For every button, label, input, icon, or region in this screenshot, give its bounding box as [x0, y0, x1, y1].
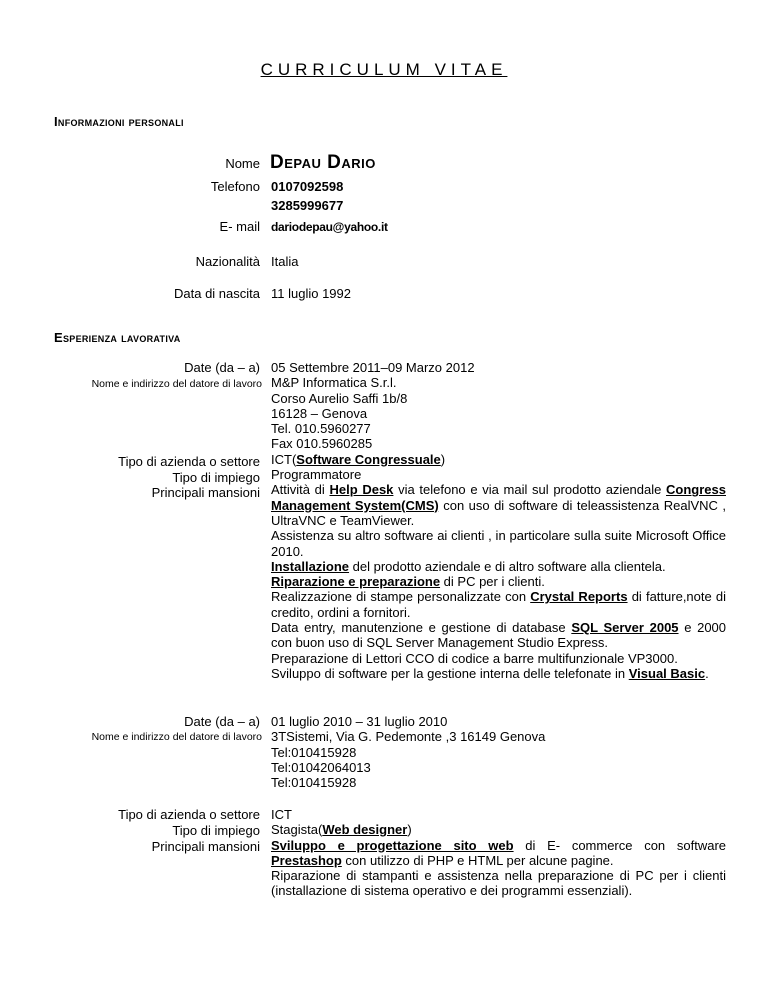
job1-duty-1: [271, 482, 726, 528]
telefono-2: 3285999677: [271, 198, 344, 213]
job1-duty-4: [271, 574, 726, 589]
job1-duty-8-text: .: [705, 665, 709, 681]
job2-duties-label: Principali mansioni: [151, 839, 260, 854]
job2-date-label: Date (da – a): [184, 714, 260, 729]
job1-employer-label: Nome e indirizzo del datore di lavoro: [91, 378, 262, 390]
job1-duty-1-keyword: Congress Management System(CMS): [271, 482, 726, 513]
job2-employer-line: Tel:010415928: [271, 775, 357, 791]
job1-details: [271, 360, 726, 681]
job1-employer-line: Tel. 010.5960277: [271, 421, 371, 437]
nazionalita-label: Nazionalità: [195, 254, 260, 269]
job1-duty-1-text: Attività di: [271, 482, 330, 498]
job2-duty-1-text: di E- commerce con software: [513, 837, 727, 853]
telefono-1: 0107092598: [271, 179, 344, 194]
job1-employer-line: Fax 010.5960285: [271, 436, 373, 452]
job2-type-post: ): [407, 822, 412, 838]
job2-duty-1-keyword: Sviluppo e progettazione sito web: [271, 837, 514, 853]
job1-duty-4-keyword: Riparazione e preparazione: [271, 574, 441, 590]
job1-duties-label: Principali mansioni: [151, 485, 260, 500]
job2-employer-line: 3TSistemi, Via G. Pedemonte ,3 16149 Genova: [271, 729, 546, 745]
job2-type-label: Tipo di impiego: [172, 823, 260, 838]
cv-title: CURRICULUM VITAE: [260, 60, 508, 79]
section-personal-info: [54, 114, 184, 129]
job2-duty-2: Riparazione di stampanti e assistenza nella preparazione di PC per i clienti (installazione di sistema operativo e dei programmi essenziali).: [271, 868, 726, 899]
job1-duty-2: Assistenza su altro software ai clienti , in particolare sulla suite Microsoft Office 2010.: [271, 528, 726, 559]
job1-duty-6-keyword: SQL Server 2005: [571, 620, 679, 636]
first-name: Dario: [327, 152, 376, 173]
job1-duty-5: [271, 589, 726, 620]
job1-duty-3-text: del prodotto aziendale e di altro software alla clientela.: [349, 558, 666, 574]
telefono-label: Telefono: [210, 179, 260, 194]
job1-duty-6: [271, 620, 726, 651]
job1-duty-8-text: Sviluppo di software per la gestione interna delle telefonate in: [271, 665, 629, 681]
job1-date: 05 Settembre 2011–09 Marzo 2012: [271, 360, 475, 375]
job2-sector-label: Tipo di azienda o settore: [118, 807, 260, 822]
job1-sector: [271, 452, 726, 467]
nascita-value: 11 luglio 1992: [271, 286, 351, 301]
job1-duty-5-keyword: Crystal Reports: [530, 589, 628, 605]
job2-details: [271, 807, 726, 899]
job1-employer-line: Corso Aurelio Saffi 1b/8: [271, 390, 408, 406]
job2-type-pre: Stagista(: [271, 822, 323, 838]
job1-duty-1-keyword: Help Desk: [329, 482, 394, 498]
job1-type: Programmatore: [271, 467, 362, 483]
job1-employer-line: M&P Informatica S.r.l.: [271, 375, 397, 391]
job1-duty-1-text: via telefono e via mail sul prodotto aziendale: [393, 482, 667, 498]
job1-duty-3: [271, 559, 726, 574]
section-personal-label: Informazioni personali: [54, 114, 184, 129]
section-experience-label: Esperienza lavorativa: [54, 330, 181, 345]
job1-duty-6-text: e 2000 con buon uso di SQL Server Management Studio Express.: [271, 620, 727, 651]
job1-sector-post: ): [440, 451, 446, 467]
job1-duty-6-text: Data entry, manutenzione e gestione di database: [271, 620, 572, 636]
job2-duty-1: [271, 838, 726, 869]
job2-employer-line: Tel:01042064013: [271, 759, 371, 775]
job1-sector-keyword: Software Congressuale: [296, 451, 441, 467]
job1-employer-line: 16128 – Genova: [271, 405, 368, 421]
job2-duty-1-text: con utilizzo di PHP e HTML per alcune pagine.: [341, 852, 614, 868]
job1-date-label: Date (da – a): [184, 360, 260, 375]
job1-duty-8: [271, 666, 726, 681]
job1-duty-8-keyword: Visual Basic: [628, 665, 706, 681]
nome-label: Nome: [225, 156, 260, 171]
job1-duty-4-text: di PC per i clienti.: [440, 574, 545, 590]
job1-duty-5-text: di fatture,note di credito, ordini a fornitori.: [271, 589, 726, 620]
full-name: [270, 152, 376, 174]
job1-duty-7: Preparazione di Lettori CCO di codice a barre multifunzionale VP3000.: [271, 650, 678, 666]
job2-employer-block: [271, 714, 726, 790]
job1-type-label: Tipo di impiego: [172, 470, 260, 485]
job1-sector-label: Tipo di azienda o settore: [118, 454, 260, 469]
job2-employer-label: Nome e indirizzo del datore di lavoro: [91, 731, 262, 743]
job2-sector: ICT: [271, 807, 292, 822]
surname: Depau: [270, 152, 322, 173]
job2-employer-line: Tel:010415928: [271, 744, 357, 760]
job2-type-keyword: Web designer: [322, 822, 408, 838]
nascita-label: Data di nascita: [174, 286, 260, 301]
job2-type: [271, 822, 726, 837]
section-experience: [54, 330, 181, 345]
email-value: dariodepau@yahoo.it: [271, 220, 388, 234]
nazionalita-value: Italia: [271, 254, 299, 269]
job1-duty-3-keyword: Installazione: [271, 558, 350, 574]
job1-duty-1-text: con uso di software di teleassistenza RealVNC , UltraVNC e TeamViewer.: [271, 497, 726, 528]
job1-sector-pre: ICT(: [271, 451, 297, 467]
job2-date: 01 luglio 2010 – 31 luglio 2010: [271, 714, 448, 729]
job1-duty-5-text: Realizzazione di stampe personalizzate con: [271, 589, 531, 605]
job2-duty-1-keyword: Prestashop: [271, 852, 342, 868]
email-label: E- mail: [219, 219, 260, 234]
